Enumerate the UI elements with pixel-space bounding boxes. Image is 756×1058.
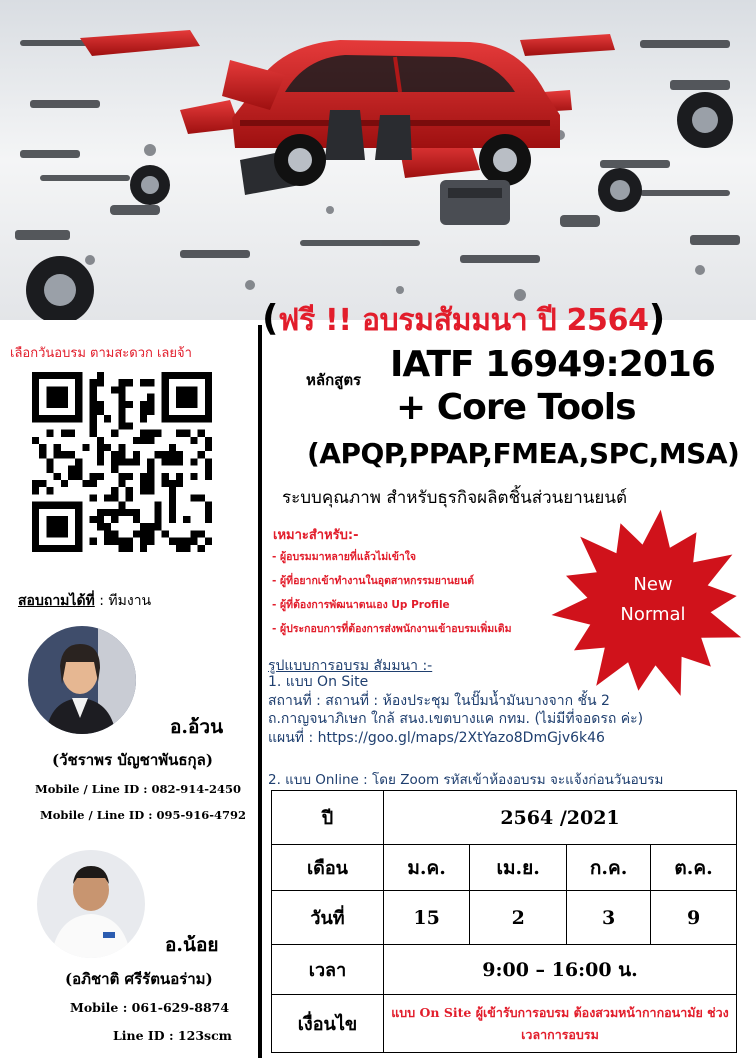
list-item: - ผู้ที่ต้องการพัฒนาตนเอง Up Profile bbox=[272, 599, 450, 611]
hero-car-parts-image bbox=[0, 0, 756, 320]
onsite-venue: สถานที่ : สถานที่ : ห้องประชุม ในปั๊มน้ำมันบางจาก ชั้น 2 bbox=[268, 692, 610, 709]
day-cell: 3 bbox=[567, 891, 651, 945]
instructor-2-line-id: Line ID : 123scm bbox=[113, 1028, 232, 1043]
headline-open-paren: ( bbox=[262, 298, 279, 339]
day-cell: 9 bbox=[651, 891, 737, 945]
course-subtitle: + Core Tools bbox=[396, 387, 636, 428]
badge-line-2: Normal bbox=[620, 604, 686, 625]
course-prefix: หลักสูตร bbox=[306, 371, 362, 389]
schedule-table bbox=[271, 790, 737, 1053]
contact-value: : ทีมงาน bbox=[94, 593, 152, 609]
month-cell: ม.ค. bbox=[384, 845, 470, 891]
list-item: - ผู้ที่อยากเข้าทำงานในอุตสาหกรรมยานยนต์ bbox=[272, 575, 475, 587]
headline-close-paren: ) bbox=[648, 298, 665, 339]
left-column bbox=[0, 320, 258, 1058]
instructor-1-name: อ.อ้วน bbox=[170, 716, 224, 738]
car-parts-illustration bbox=[0, 0, 756, 320]
day-label: วันที่ bbox=[272, 891, 384, 945]
condition-label: เงื่อนไข bbox=[272, 995, 384, 1053]
avatar-instructor-1 bbox=[28, 626, 136, 734]
contact-label: สอบถามได้ที่ bbox=[18, 593, 95, 609]
online-info: 2. แบบ Online : โดย Zoom รหัสเข้าห้องอบรม จะแจ้งก่อนวันอบรม bbox=[268, 772, 664, 788]
month-cell: เม.ย. bbox=[470, 845, 567, 891]
time-value: 9:00 – 16:00 น. bbox=[384, 945, 737, 995]
time-label: เวลา bbox=[272, 945, 384, 995]
person-photo-icon bbox=[37, 850, 145, 958]
headline-text: ฟรี !! อบรมสัมมนา ปี 2564 bbox=[278, 303, 649, 338]
day-cell: 15 bbox=[384, 891, 470, 945]
instructor-2-name: อ.น้อย bbox=[165, 934, 219, 956]
onsite-label: 1. แบบ On Site bbox=[268, 674, 369, 690]
month-label: เดือน bbox=[272, 845, 384, 891]
instructor-1-full-name: (วัชราพร บัญชาพันธกุล) bbox=[52, 751, 213, 769]
list-item: - ผู้ประกอบการที่ต้องการส่งพนักงานเข้าอบรมเพิ่มเติม bbox=[272, 623, 512, 635]
course-description: ระบบคุณภาพ สำหรับธุรกิจผลิตชิ้นส่วนยานยนต์ bbox=[282, 488, 628, 508]
condition-value: แบบ On Site ผู้เข้ารับการอบรม ต้องสวมหน้ากากอนามัย ช่วงเวลาการอบรม bbox=[384, 995, 737, 1053]
onsite-address: ถ.กาญจนาภิเษก ใกล้ สนง.เขตบางแค กทม. (ไม่มีที่จอดรถ ค่ะ) bbox=[268, 711, 644, 727]
instructor-2-phone: Mobile : 061-629-8874 bbox=[70, 1000, 230, 1015]
month-cell: ต.ค. bbox=[651, 845, 737, 891]
onsite-map-link[interactable]: แผนที่ : https://goo.gl/maps/2XtYazo8DmGjv6k46 bbox=[268, 729, 605, 746]
onsite-block bbox=[268, 673, 643, 747]
table-row bbox=[272, 845, 737, 891]
table-row bbox=[272, 995, 737, 1053]
course-title: IATF 16949:2016 bbox=[390, 344, 715, 385]
course-tools: (APQP,PPAP,FMEA,SPC,MSA) bbox=[307, 437, 740, 470]
instructor-2-full-name: (อภิชาติ ศรีรัตนอร่าม) bbox=[65, 970, 213, 988]
column-divider bbox=[258, 325, 262, 1058]
day-cell: 2 bbox=[470, 891, 567, 945]
person-photo-icon bbox=[28, 626, 136, 734]
list-item: - ผู้อบรมมาหลายที่แล้วไม่เข้าใจ bbox=[272, 551, 417, 563]
table-row bbox=[272, 791, 737, 845]
badge-line-1: New bbox=[633, 574, 673, 595]
table-row bbox=[272, 891, 737, 945]
avatar-instructor-2 bbox=[37, 850, 145, 958]
month-cell: ก.ค. bbox=[567, 845, 651, 891]
suitable-title: เหมาะสำหรับ:- bbox=[273, 528, 359, 543]
year-value: 2564 /2021 bbox=[384, 791, 737, 845]
instructor-1-phone-1: Mobile / Line ID : 082-914-2450 bbox=[35, 782, 242, 796]
year-label: ปี bbox=[272, 791, 384, 845]
qr-code-icon[interactable] bbox=[32, 372, 212, 552]
contact-info bbox=[18, 590, 151, 612]
format-title: รูปแบบการอบรม สัมมนา :- bbox=[268, 658, 433, 674]
date-prompt: เลือกวันอบรม ตามสะดวก เลยจ้า bbox=[10, 346, 192, 361]
headline bbox=[262, 297, 665, 344]
instructor-1-phone-2: Mobile / Line ID : 095-916-4792 bbox=[40, 808, 247, 822]
suitable-list bbox=[272, 550, 512, 646]
table-row bbox=[272, 945, 737, 995]
